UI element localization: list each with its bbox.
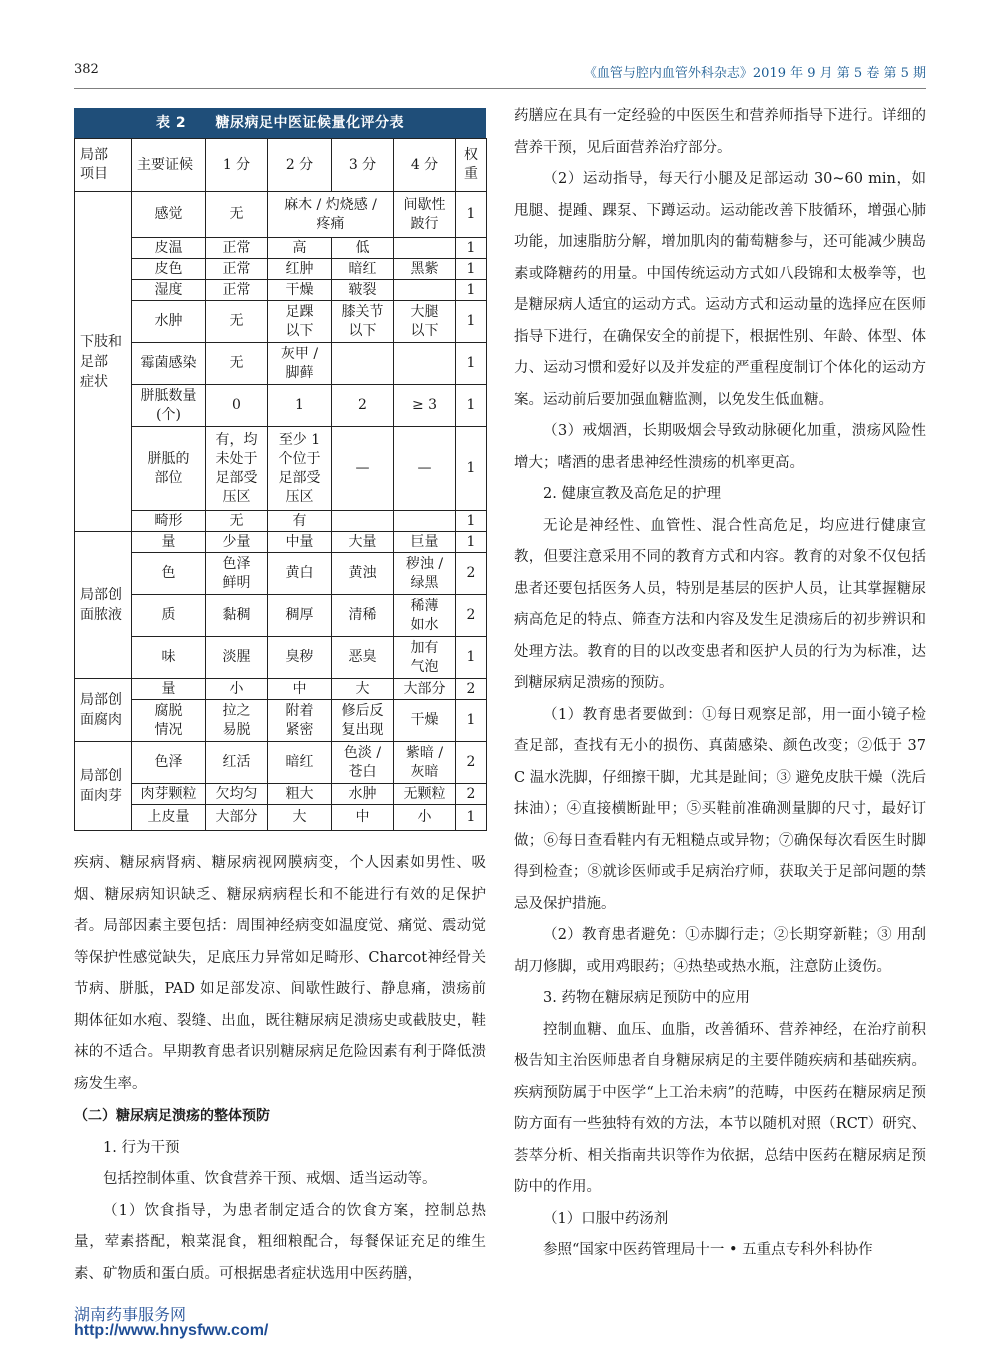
table-cell: 无 [206,192,268,238]
table-cell: 干燥 [394,700,456,742]
table-cell: 黄白 [268,553,332,595]
table-cell: 干燥 [268,280,332,301]
table-cell: 2 [456,595,487,637]
table-header-cell: 2 分 [268,139,332,192]
table-caption-title: 糖尿病足中医证候量化评分表 [215,115,404,131]
table-header-cell: 权重 [456,139,487,192]
subsection-heading: 2. 健康宣教及高危足的护理 [543,486,721,502]
table-row [75,301,487,343]
table-cell [394,343,456,385]
table-cell: 无 [206,511,268,532]
table-cell: 紫暗 / 灰暗 [394,742,456,784]
table-cell: 淡腥 [206,637,268,679]
table-cell: 1 [456,385,487,427]
table-cell: 黄浊 [332,553,394,595]
table-group-cell: 局部创 面腐肉 [75,679,132,742]
table-cell: 1 [456,301,487,343]
table-row [75,553,487,595]
table-cell: 至少 1 个位于 足部受 压区 [268,427,332,511]
table-cell: 中 [332,805,394,831]
table-cell: 中量 [268,532,332,553]
table-row [75,742,487,784]
table-cell: 暗红 [332,259,394,280]
table-cell: 质 [132,595,206,637]
table-cell: 暗红 [268,742,332,784]
table-cell: — [394,427,456,511]
table-cell: — [332,427,394,511]
table-cell: 味 [132,637,206,679]
table-header-cell: 4 分 [394,139,456,192]
table-cell: 无 [206,343,268,385]
table-cell: 上皮量 [132,805,206,831]
table-header-cell: 3 分 [332,139,394,192]
table-cell: 大部分 [394,679,456,700]
table-row [75,427,487,511]
table-row [75,511,487,532]
table-group-cell: 局部创 面肉芽 [75,742,132,831]
table-cell: 巨量 [394,532,456,553]
table-cell: 低 [332,238,394,259]
table-cell: 有 [268,511,332,532]
table-caption [74,108,486,138]
table-cell: 2 [456,679,487,700]
score-table [74,138,487,831]
table-cell: 1 [456,238,487,259]
paragraph: （2）运动指导，每天行小腿及足部运动 30~60 min，如甩腿、提踵、踝泵、下蹲运动。运动能改善下肢循环，增强心肺功能，加速脂肪分解，增加肌肉的葡萄糖参与，还可能减少胰岛素或降糖药的用量。中国传统运动方式如八段锦和太极拳等，也是糖尿病人适宜的运动方式。运动方式和运动量的选择应在医师指导下进行，在确保安全的前提下，根据性别、年龄、体型、体力、运动习惯和爱好以及并发症的严重程度制订个体化的运动方案。运动前后要加强血糖监测，以免发生低血糖。 [514,171,926,408]
table-cell: 大 [332,679,394,700]
table-header-row [75,139,487,192]
table-cell: 黑紫 [394,259,456,280]
table-cell: 1 [456,637,487,679]
table-cell [394,511,456,532]
table-cell: 秽浊 / 绿黑 [394,553,456,595]
table-cell [332,343,394,385]
table-cell [332,511,394,532]
table-cell: 黏稠 [206,595,268,637]
table-cell: 稀薄 如水 [394,595,456,637]
table-cell: 色泽 鲜明 [206,553,268,595]
paragraph: （2）教育患者避免：①赤脚行走；②长期穿新鞋；③ 用刮胡刀修脚，或用鸡眼药；④热垫或热水瓶，注意防止烫伤。 [514,927,926,975]
table-cell: 0 [206,385,268,427]
table-cell: 皮温 [132,238,206,259]
paragraph: （1）饮食指导，为患者制定适合的饮食方案，控制总热量，荤素搭配，粮菜混食，粗细粮配合，每餐保证充足的维生素、矿物质和蛋白质。可根据患者症状选用中医药膳， [74,1202,486,1282]
paragraph: （1）教育患者要做到：①每日观察足部，用一面小镜子检查足部，查找有无小的损伤、真菌感染、颜色改变；②低于 37 C 温水洗脚，仔细擦干脚，尤其是趾间；③ 避免皮肤干燥（洗后抹油）；④直接横断趾甲；⑤买鞋前准确测量脚的尺寸，最好订做；⑥每日查看鞋内有无粗糙点或异物；⑦确保每次看医生时脚得到检查；⑧就诊医师或手足病治疗师，获取关于足部问题的禁忌及保护措施。 [514,706,926,912]
table-cell: 高 [268,238,332,259]
section-heading: （二）糖尿病足溃疡的整体预防 [74,1108,270,1124]
page-number: 382 [74,62,99,77]
table-cell: 中 [268,679,332,700]
table-cell: 畸形 [132,511,206,532]
table-row [75,280,487,301]
table-cell: 无 [206,301,268,343]
table-cell: 稠厚 [268,595,332,637]
table-cell: 有，均 未处于 足部受 压区 [206,427,268,511]
paragraph: 疾病、糖尿病肾病、糖尿病视网膜病变，个人因素如男性、吸烟、糖尿病知识缺乏、糖尿病病程长和不能进行有效的足保护者。局部因素主要包括：周围神经病变如温度觉、痛觉、震动觉等保护性感觉缺失，足底压力异常如足畸形、Charcot神经骨关节病、胼胝，PAD 如足部发凉、间歇性跛行、静息痛，溃疡前期体征如水疱、裂缝、出血，既往糖尿病足溃疡史或截肢史，鞋袜的不适合。早期教育患者识别糖尿病足危险因素有利于降低溃疡发生率。 [74,855,486,1092]
table-cell: 加有 气泡 [394,637,456,679]
table-cell: 膝关节 以下 [332,301,394,343]
table-cell: ≥ 3 [394,385,456,427]
table-cell: 腐脱 情况 [132,700,206,742]
table-cell: 拉之 易脱 [206,700,268,742]
journal-citation: 《血管与腔内血管外科杂志》2019 年 9 月 第 5 卷 第 5 期 [583,66,926,81]
table-cell: 胼胝数量 (个) [132,385,206,427]
table-cell: 胼胝的 部位 [132,427,206,511]
paragraph: 包括控制体重、饮食营养干预、戒烟、适当运动等。 [103,1171,437,1187]
table-cell: 正常 [206,280,268,301]
table-row [75,700,487,742]
table-cell: 水肿 [332,784,394,805]
paragraph: 无论是神经性、血管性、混合性高危足，均应进行健康宣教，但要注意采用不同的教育方式和内容。教育的对象不仅包括患者还要包括医务人员，特别是基层的医护人员，让其掌握糖尿病高危足的特点、筛查方法和内容及发生足溃疡后的初步辨识和处理方法。教育的目的以改变患者和医护人员的行为为标准，达到糖尿病足溃疡的预防。 [514,517,926,691]
table-header-cell: 主要证候 [132,139,206,192]
table-row [75,805,487,831]
table-header-cell: 1 分 [206,139,268,192]
table-cell: 少量 [206,532,268,553]
table-cell: 1 [268,385,332,427]
table-cell: 水肿 [132,301,206,343]
table-cell: 色 [132,553,206,595]
table-cell: 足踝 以下 [268,301,332,343]
paragraph: 药膳应在具有一定经验的中医医生和营养师指导下进行。详细的营养干预，见后面营养治疗部分。 [514,108,926,156]
table-cell: 欠均匀 [206,784,268,805]
left-text-column [74,848,486,1290]
table-cell: 皮色 [132,259,206,280]
footer-site-name: 湖南药事服务网 [74,1305,187,1324]
table-cell: 1 [456,532,487,553]
table-cell: 修后反 复出现 [332,700,394,742]
table-cell: 量 [132,679,206,700]
table-header-cell: 局部 项目 [75,139,132,192]
table-cell: 红活 [206,742,268,784]
table-cell: 1 [456,805,487,831]
table-row [75,532,487,553]
page-header [74,62,926,86]
table-cell: 1 [456,511,487,532]
subsection-heading: 1. 行为干预 [103,1139,180,1156]
right-text-column [514,101,926,1267]
table-cell: 大 [268,805,332,831]
table-cell: 感觉 [132,192,206,238]
table-row [75,679,487,700]
table-cell: 麻木 / 灼烧感 / 疼痛 [268,192,394,238]
table-cell [394,280,456,301]
subsection-heading: 3. 药物在糖尿病足预防中的应用 [543,990,750,1006]
header-rule [74,88,926,89]
table-cell: 臭秽 [268,637,332,679]
table-cell: 湿度 [132,280,206,301]
score-table-block [74,108,486,831]
table-cell: 2 [332,385,394,427]
table-cell: 正常 [206,238,268,259]
table-cell: 清稀 [332,595,394,637]
table-cell: 附着 紧密 [268,700,332,742]
table-caption-number: 表 2 [156,115,187,131]
table-group-cell: 局部创 面脓液 [75,532,132,679]
table-row [75,784,487,805]
table-row [75,595,487,637]
table-cell: 无颗粒 [394,784,456,805]
table-cell: 色淡 / 苍白 [332,742,394,784]
table-cell: 1 [456,343,487,385]
table-row [75,238,487,259]
table-cell: 1 [456,427,487,511]
table-cell: 大腿 以下 [394,301,456,343]
paragraph: 控制血糖、血压、血脂，改善循环、营养神经，在治疗前积极告知主治医师患者自身糖尿病足的主要伴随疾病和基础疾病。疾病预防属于中医学“上工治未病”的范畴，中医药在糖尿病足预防方面有一些独特有效的方法，本节以随机对照（RCT）研究、荟萃分析、相关指南共识等作为依据，总结中医药在糖尿病足预防中的作用。 [514,1021,926,1195]
table-group-cell: 下肢和 足部 症状 [75,192,132,532]
table-cell: 量 [132,532,206,553]
table-cell: 1 [456,700,487,742]
table-cell: 恶臭 [332,637,394,679]
table-cell: 2 [456,553,487,595]
table-cell: 红肿 [268,259,332,280]
table-cell: 正常 [206,259,268,280]
paragraph: （3）戒烟酒，长期吸烟会导致动脉硬化加重，溃疡风险性增大；嗜酒的患者患神经性溃疡的机率更高。 [514,423,926,471]
table-cell [394,238,456,259]
table-cell: 小 [394,805,456,831]
table-cell: 2 [456,742,487,784]
table-cell: 1 [456,259,487,280]
table-row [75,385,487,427]
table-cell: 灰甲 / 脚藓 [268,343,332,385]
subsection-heading: （1）口服中药汤剂 [543,1210,669,1227]
table-row [75,343,487,385]
table-cell: 霉菌感染 [132,343,206,385]
table-cell: 色泽 [132,742,206,784]
table-cell: 小 [206,679,268,700]
table-row [75,259,487,280]
table-cell: 1 [456,192,487,238]
table-cell: 大量 [332,532,394,553]
table-cell: 1 [456,280,487,301]
paragraph: 参照“国家中医药管理局十一 • 五重点专科外科协作 [543,1242,873,1258]
table-cell: 2 [456,784,487,805]
table-row [75,192,487,238]
table-row [75,637,487,679]
table-cell: 大部分 [206,805,268,831]
table-cell: 间歇性 跛行 [394,192,456,238]
table-cell: 肉芽颗粒 [132,784,206,805]
table-cell: 皲裂 [332,280,394,301]
table-cell: 粗大 [268,784,332,805]
footer-site-url[interactable]: http://www.hnysfww.com/ [74,1322,269,1339]
